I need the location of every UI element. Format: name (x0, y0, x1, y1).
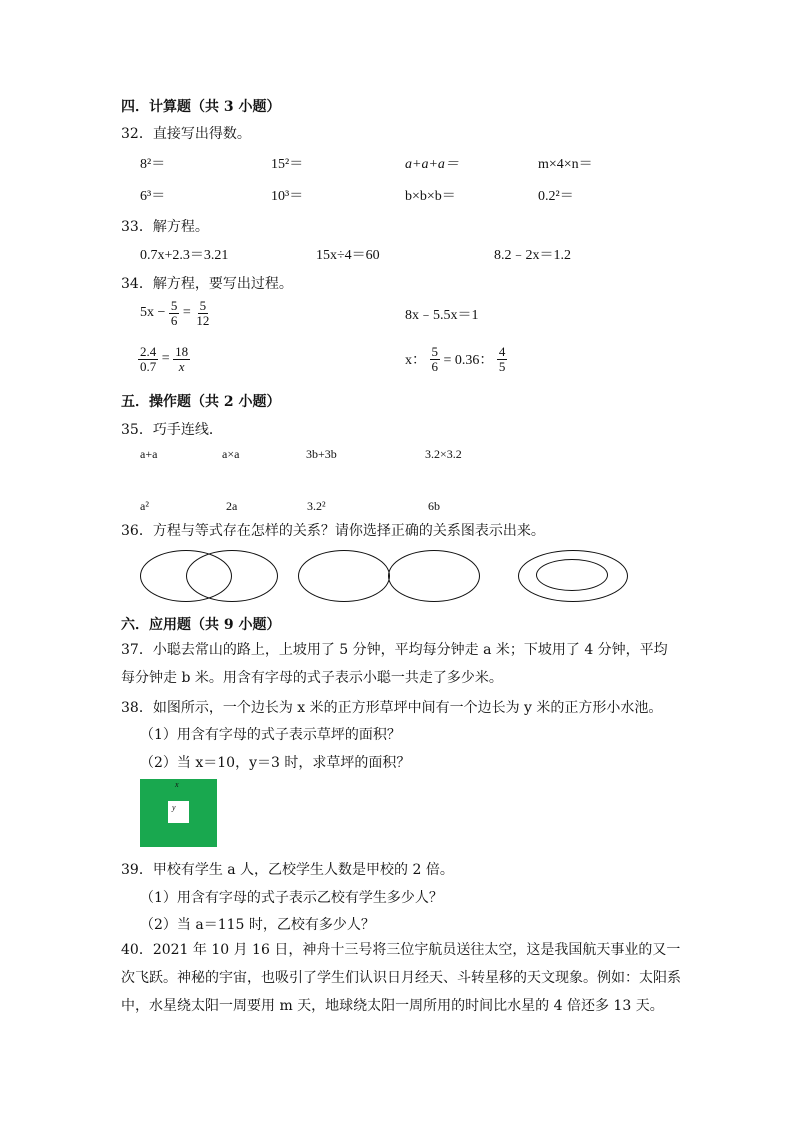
q33-equation: 8.2﹣2x＝1.2 (494, 248, 571, 263)
q39-sub-2: （2）当 a＝115 时，乙校有多少人？ (140, 917, 375, 933)
fraction (430, 345, 441, 373)
eq-text: x： (405, 353, 426, 369)
q40-text: 40．2021 年 10 月 16 日，神舟十三号将三位宇航员送往太空，这是我国航天事业的又一次飞跃。神秘的宇宙，也吸引了学生们认识日月经天、斗转星移的天文现象。例如：太阳系中，水星绕太阳一周要用 m 天，地球绕太阳一周所用的时间比水星的 4 倍还多 13 天。 (121, 942, 681, 1014)
separate-left-ellipse[interactable] (298, 550, 390, 602)
q38-title: 38．如图所示，一个边长为 x 米的正方形草坪中间有一个边长为 y 米的正方形小水池。 (121, 700, 663, 716)
denominator: 6 (170, 312, 178, 328)
fraction (497, 345, 508, 373)
pond-label-y: y (172, 803, 176, 812)
q32-item: a+a+a＝ (405, 157, 459, 172)
venn-overlap-right-ellipse[interactable] (186, 550, 278, 602)
q35-bottom-item: 3.2² (307, 499, 326, 513)
q39-sub-1: （1）用含有字母的式子表示乙校有学生多少人？ (140, 890, 443, 906)
q34-equation-1 (140, 299, 211, 327)
q32-item: 6³＝ (140, 189, 166, 204)
equals: = (182, 305, 191, 321)
q38-sub-2: （2）当 x＝10，y＝3 时，求草坪的面积？ (140, 755, 411, 771)
q39-title: 39．甲校有学生 a 人，乙校学生人数是甲校的 2 倍。 (121, 862, 454, 878)
numerator: 5 (170, 298, 178, 313)
q33-equation: 0.7x+2.3＝3.21 (140, 248, 229, 263)
fraction (169, 299, 180, 327)
q32-item: 8²＝ (140, 157, 166, 172)
equals: = (161, 351, 170, 367)
numerator: 5 (199, 298, 207, 313)
section-4-heading: 四．计算题（共 3 小题） (121, 99, 281, 115)
q34-equation-3 (138, 345, 190, 373)
numerator: 2.4 (140, 344, 157, 359)
denominator: 12 (196, 312, 210, 328)
q34-title: 34．解方程，要写出过程。 (121, 276, 293, 292)
eq-text: = 0.36： (443, 353, 494, 369)
fraction (173, 345, 190, 373)
q35-bottom-item: 2a (226, 499, 238, 513)
nested-inner-ellipse[interactable] (536, 559, 608, 591)
q33-equation: 15x÷4＝60 (316, 248, 380, 263)
q34-equation-4 (405, 345, 507, 373)
fraction (194, 299, 211, 327)
q32-item: 15²＝ (271, 157, 304, 172)
q35-top-item: a×a (222, 447, 240, 461)
q38-sub-1: （1）用含有字母的式子表示草坪的面积？ (140, 727, 401, 743)
q32-item: b×b×b＝ (405, 189, 456, 204)
lawn-label-x: x (175, 780, 179, 789)
q34-equation-2: 8x﹣5.5x＝1 (405, 308, 479, 323)
q32-title: 32．直接写出得数。 (121, 126, 251, 142)
q35-bottom-item: a² (140, 499, 149, 513)
q35-top-item: a+a (140, 447, 158, 461)
numerator: 4 (498, 344, 506, 359)
numerator: 18 (175, 344, 189, 359)
fraction (138, 345, 158, 373)
denominator: 6 (431, 358, 438, 374)
q35-top-item: 3b+3b (306, 447, 337, 461)
q32-item: m×4×n＝ (538, 157, 593, 172)
q33-title: 33．解方程。 (121, 219, 209, 235)
q35-bottom-item: 6b (428, 499, 440, 513)
section-6-heading: 六．应用题（共 9 小题） (121, 617, 281, 633)
section-5-heading: 五．操作题（共 2 小题） (121, 394, 281, 410)
denominator: 0.7 (140, 358, 157, 374)
q35-title: 35．巧手连线． (121, 422, 223, 438)
q32-item: 10³＝ (271, 189, 304, 204)
q32-item: 0.2²＝ (538, 189, 574, 204)
denominator: 5 (498, 358, 506, 374)
q36-title: 36．方程与等式存在怎样的关系？请你选择正确的关系图表示出来。 (121, 523, 545, 539)
q37-text: 37．小聪去常山的路上，上坡用了 5 分钟，平均每分钟走 a 米；下坡用了 4 分钟，平均每分钟走 b 米。用含有字母的式子表示小聪一共走了多少米。 (121, 642, 668, 686)
q35-top-item: 3.2×3.2 (425, 447, 462, 461)
eq-text: 5x − (140, 305, 166, 321)
denominator: x (178, 358, 185, 374)
separate-right-ellipse[interactable] (388, 550, 480, 602)
numerator: 5 (431, 344, 438, 359)
